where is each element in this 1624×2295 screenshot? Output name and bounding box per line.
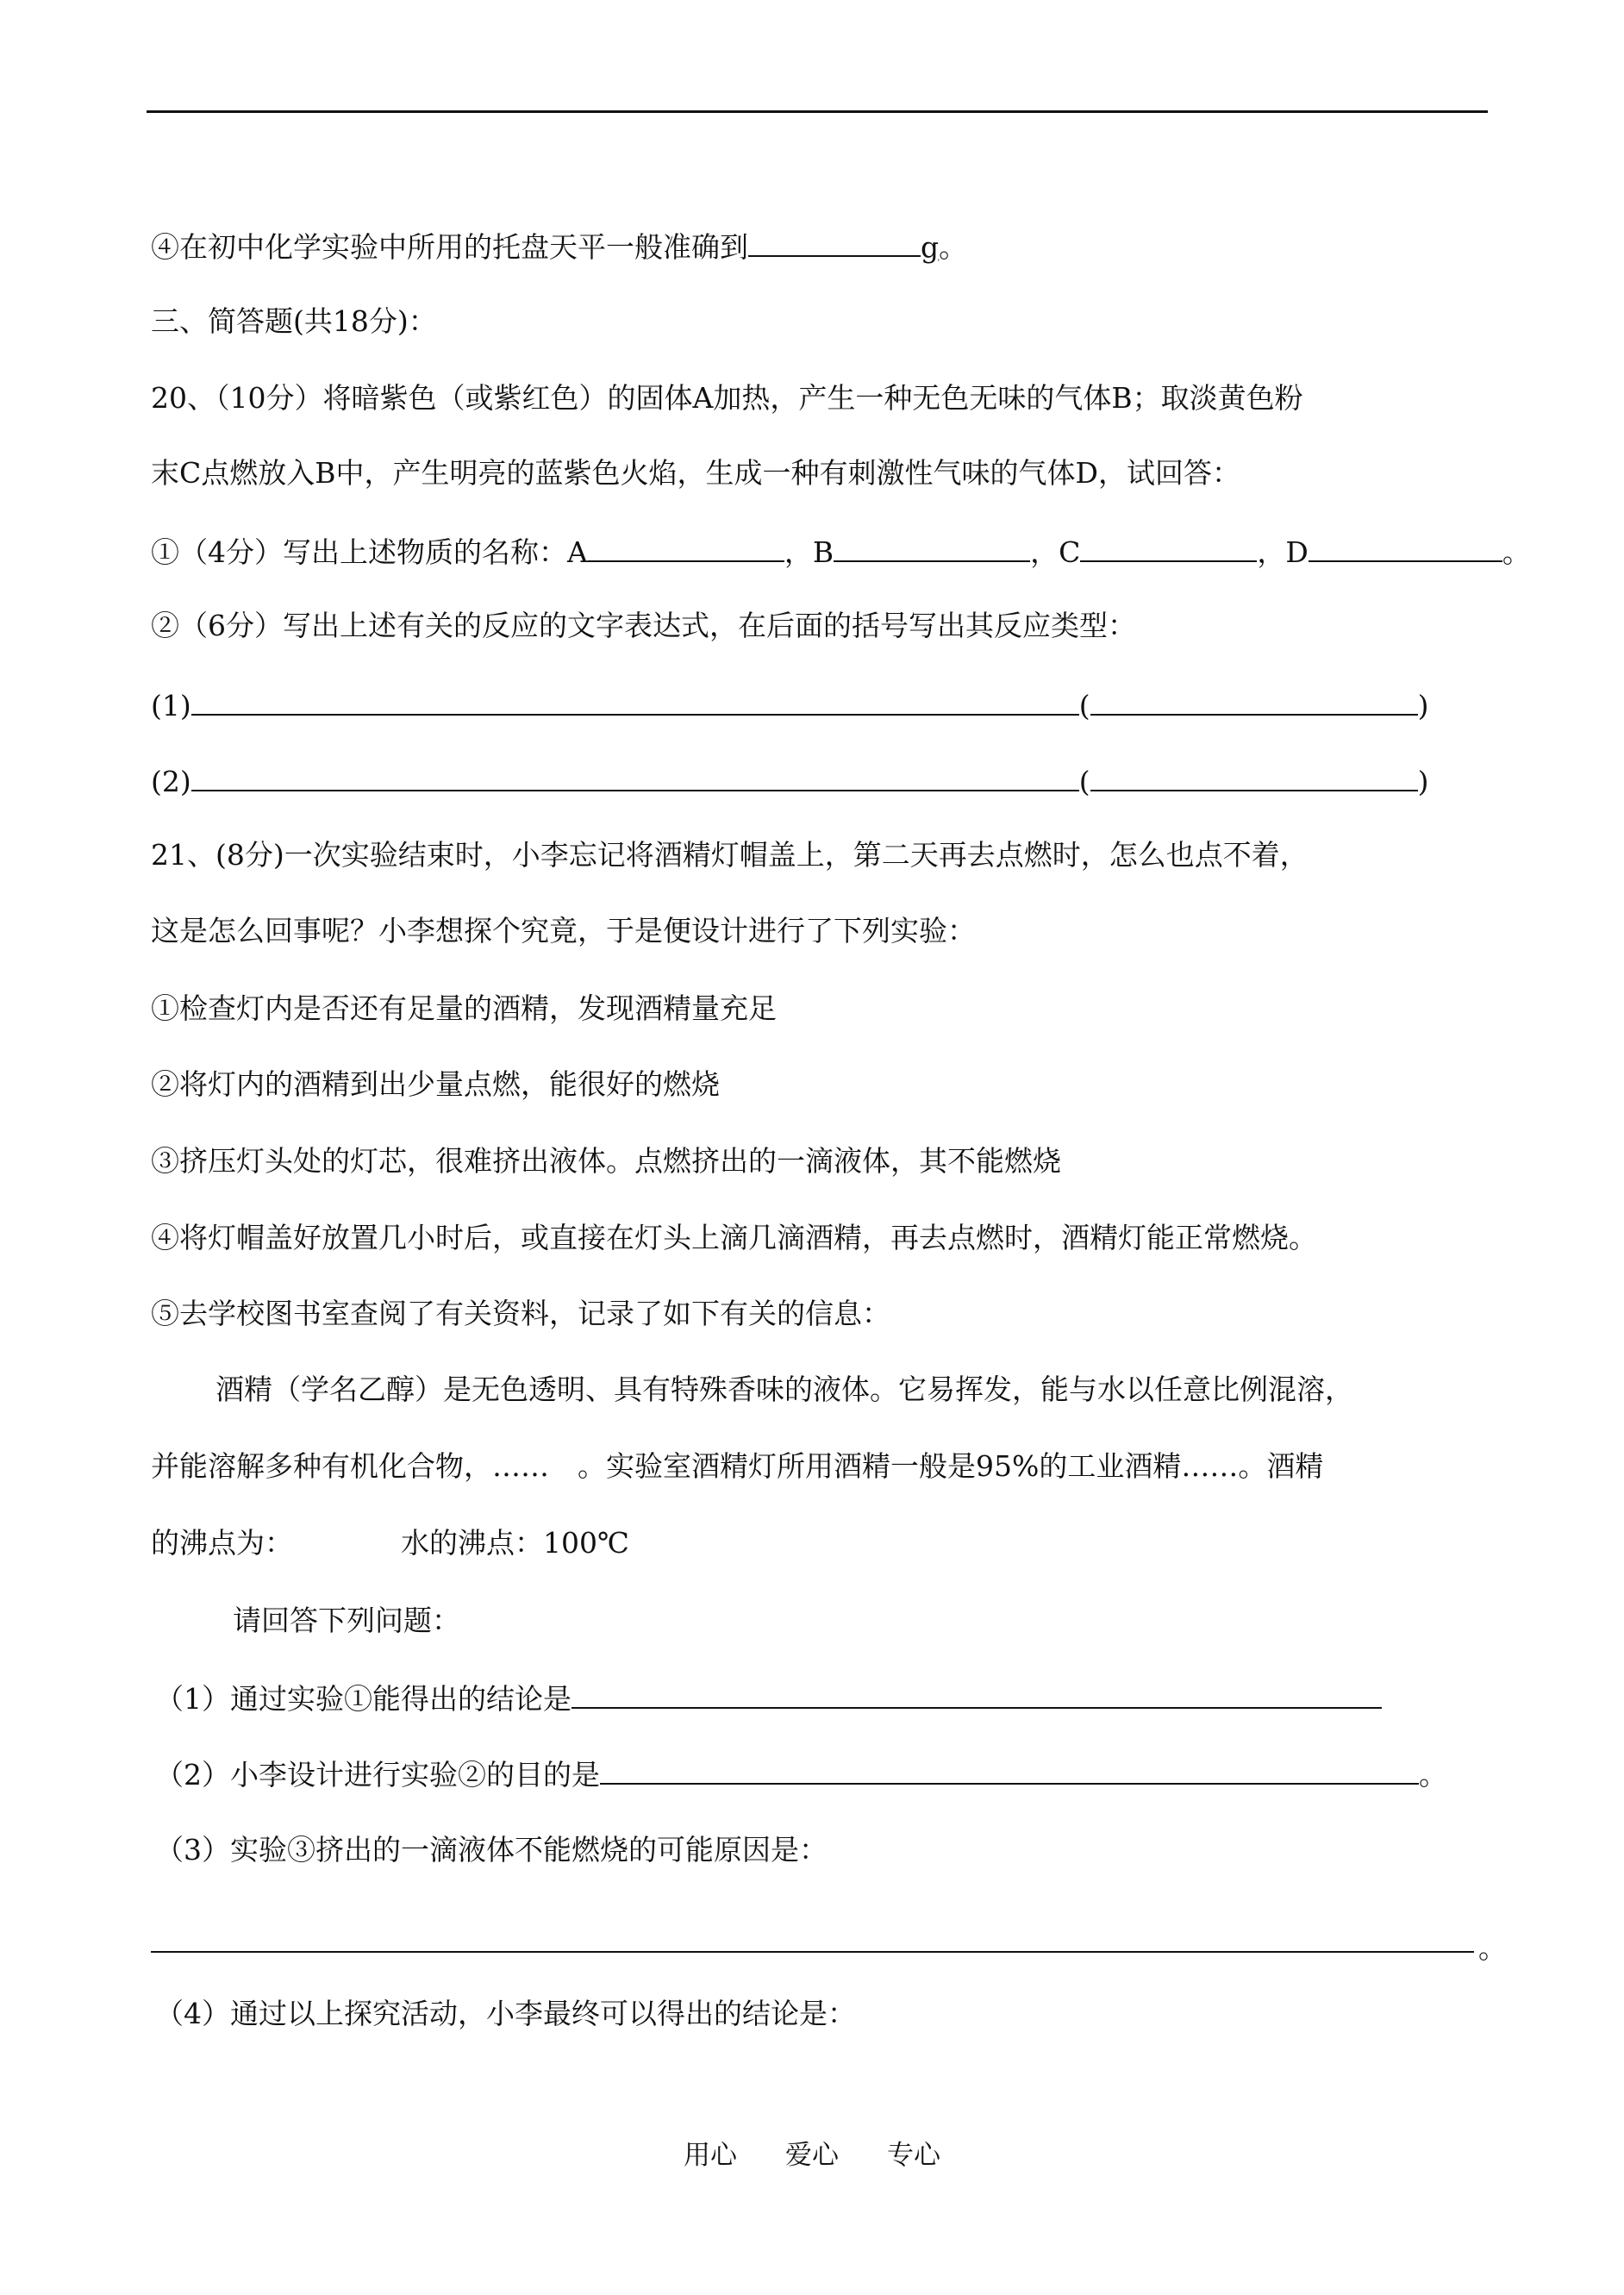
q21-info-line2: 并能溶解多种有机化合物，…… 。实验室酒精灯所用酒精一般是95%的工业酒精……。酒精 [151,1449,1324,1483]
q20-part1-prompt: ①（4分）写出上述物质的名称：A [151,535,588,569]
water-boiling-point: 水的沸点：100℃ [401,1526,629,1560]
q19-item4-text: ④在初中化学实验中所用的托盘天平一般准确到 [151,230,748,264]
eq2-label: (2) [151,765,191,798]
q21-info-line3 [151,1524,629,1562]
answer-blank-sub-3[interactable] [151,1951,1474,1953]
answer-blank-d[interactable] [1309,531,1502,562]
eq1-label: (1) [151,689,191,722]
q20-equation-1 [151,685,1429,722]
answer-blank-balance-precision[interactable] [748,226,921,257]
answer-blank-b[interactable] [834,531,1030,562]
q20-line2: 末C点燃放入B中，产生明亮的蓝紫色火焰，生成一种有刺激性气味的气体D，试回答： [151,456,1240,490]
answer-blank-reaction-type-1[interactable] [1090,685,1418,716]
q21-step-1: ①检查灯内是否还有足量的酒精，发现酒精量充足 [151,991,777,1025]
answer-blank-reaction-type-2[interactable] [1090,760,1418,791]
q21-answer-prompt: 请回答下列问题： [233,1604,460,1637]
q19-item4-suffix: 。 [939,230,968,264]
q21-sub-3-prompt: （3）实验③挤出的一滴液体不能燃烧的可能原因是： [155,1833,828,1867]
q21-step-5: ⑤去学校图书室查阅了有关资料，记录了如下有关的信息： [151,1297,890,1330]
q20-equation-2 [151,760,1429,798]
q21-sub-1 [155,1678,1382,1716]
footer-word-1: 用心 [684,2140,737,2171]
q21-info-line1: 酒精（学名乙醇）是无色透明、具有特殊香味的液体。它易挥发，能与水以任意比例混溶， [215,1373,1353,1406]
header-rule [147,110,1488,113]
footer-word-3: 专心 [887,2140,940,2171]
label-b: ，B [784,535,834,569]
q21-sub-2 [155,1754,1447,1792]
answer-blank-c[interactable] [1080,531,1257,562]
q20-part1 [151,531,1531,569]
q19-item4 [151,226,967,264]
footer-word-2: 爱心 [785,2140,839,2171]
q21-sub-2-prompt: （2）小李设计进行实验②的目的是 [155,1758,600,1792]
q21-step-4: ④将灯帽盖好放置几小时后，或直接在灯头上滴几滴酒精，再去点燃时，酒精灯能正常燃烧。 [151,1221,1317,1254]
label-c: ，C [1030,535,1081,569]
alcohol-boiling-point-label: 的沸点为： [151,1526,293,1560]
q21-sub-3-suffix: 。 [1478,1931,1507,1965]
label-d: ，D [1257,535,1309,569]
answer-blank-sub-2[interactable] [600,1754,1419,1785]
q20-part1-suffix: 。 [1502,535,1531,569]
answer-blank-sub-1[interactable] [572,1678,1382,1709]
q21-sub-1-prompt: （1）通过实验①能得出的结论是 [155,1682,572,1716]
q21-line1: 21、(8分)一次实验结束时，小李忘记将酒精灯帽盖上，第二天再去点燃时，怎么也点不着， [151,838,1309,872]
q21-sub-2-suffix: 。 [1419,1758,1447,1792]
q20-part2-prompt: ②（6分）写出上述有关的反应的文字表达式，在后面的括号写出其反应类型： [151,609,1136,642]
page-footer [0,2138,1624,2173]
answer-blank-a[interactable] [588,531,784,562]
answer-blank-equation-1[interactable] [191,685,1079,716]
answer-blank-equation-2[interactable] [191,760,1079,791]
unit-g: g [921,230,940,264]
q21-step-3: ③挤压灯头处的灯芯，很难挤出液体。点燃挤出的一滴液体，其不能燃烧 [151,1144,1061,1178]
q21-sub-4-prompt: （4）通过以上探究活动，小李最终可以得出的结论是： [155,1997,856,2030]
q21-step-2: ②将灯内的酒精到出少量点燃，能很好的燃烧 [151,1067,720,1101]
q21-line2: 这是怎么回事呢？小李想探个究竟，于是便设计进行了下列实验： [151,914,976,947]
eq1-paren-open: ( [1078,689,1090,722]
section-3-heading: 三、简答题(共18分)： [151,304,437,338]
eq1-paren-close: ) [1417,689,1429,722]
eq2-paren-close: ) [1417,765,1429,798]
q20-line1: 20、（10分）将暗紫色（或紫红色）的固体A加热，产生一种无色无味的气体B；取淡黄色粉 [151,381,1303,415]
eq2-paren-open: ( [1078,765,1090,798]
